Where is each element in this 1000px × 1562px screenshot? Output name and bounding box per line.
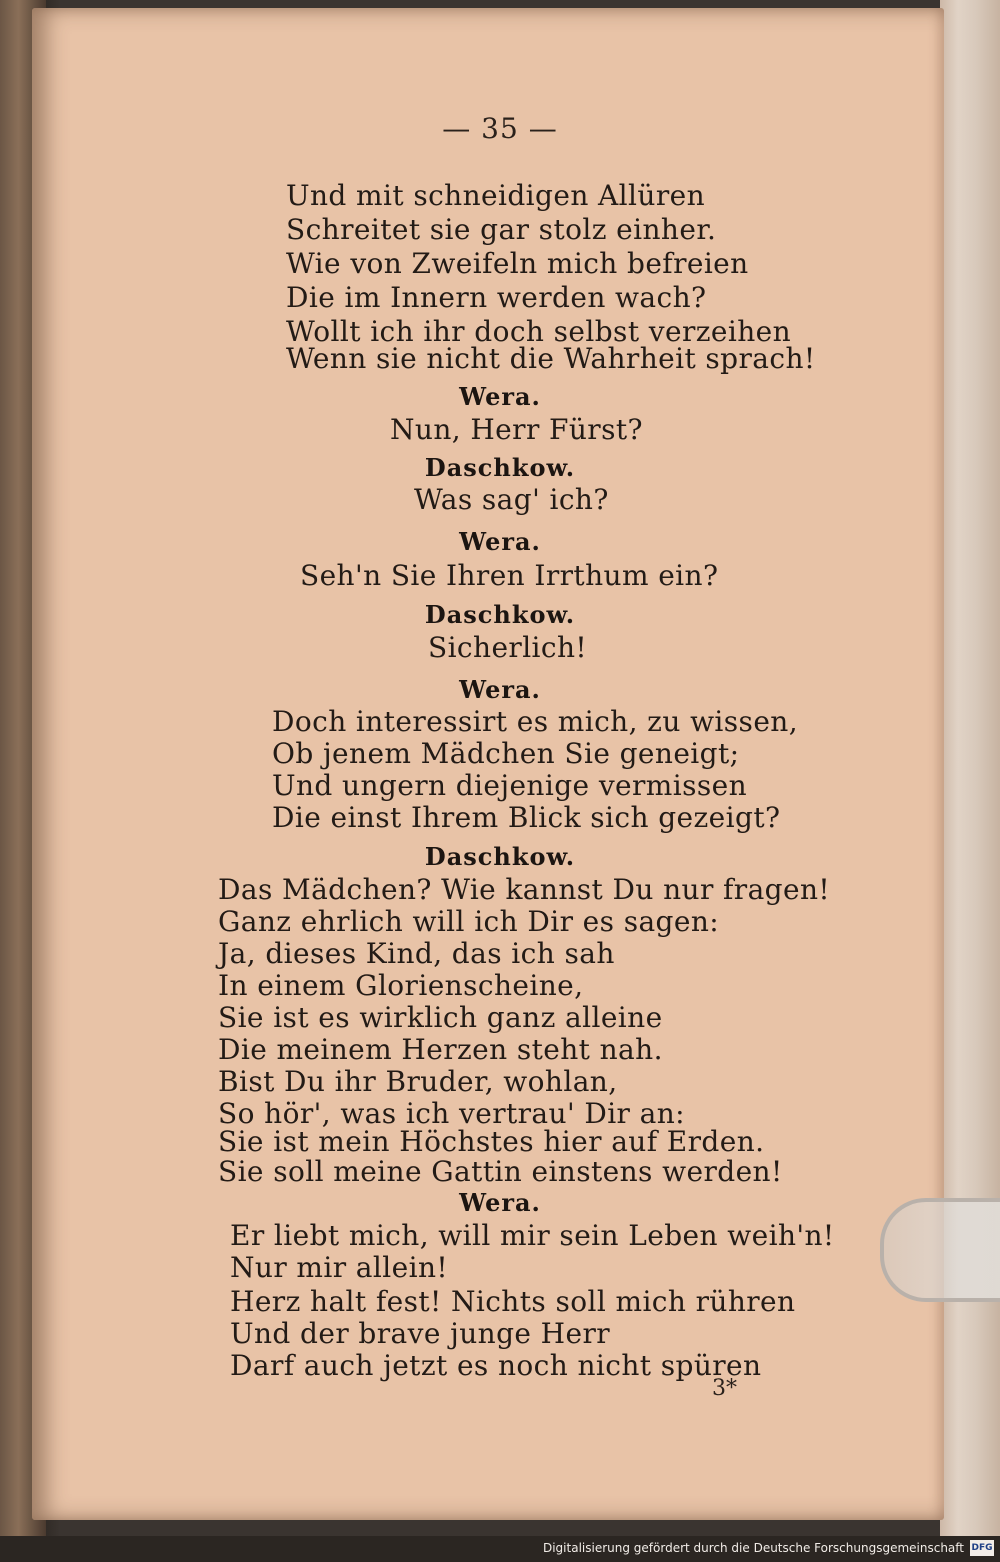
page-number: — 35 — <box>442 112 558 145</box>
verse-line: Er liebt mich, will mir sein Leben weih'n! <box>230 1219 835 1252</box>
verse-line: Die einst Ihrem Blick sich gezeigt? <box>272 801 781 834</box>
verse-line: Und der brave junge Herr <box>230 1317 611 1350</box>
verse-line: Schreitet sie gar stolz einher. <box>286 213 717 246</box>
verse-line: Die meinem Herzen steht nah. <box>218 1033 663 1066</box>
verse-line: Nur mir allein! <box>230 1251 449 1284</box>
verse-line: So hör', was ich vertrau' Dir an: <box>218 1097 685 1130</box>
verse-line: Die im Innern werden wach? <box>286 281 707 314</box>
verse-line: Bist Du ihr Bruder, wohlan, <box>218 1065 618 1098</box>
speaker-name: Daschkow. <box>424 600 576 629</box>
digitization-credit: Digitalisierung gefördert durch die Deutsche Forschungsgemeinschaft <box>542 1541 964 1555</box>
verse-line: Sicherlich! <box>428 631 588 664</box>
dfg-logo: DFG <box>970 1540 994 1556</box>
verse-line: Sie ist es wirklich ganz alleine <box>218 1001 663 1034</box>
verse-line: Seh'n Sie Ihren Irrthum ein? <box>300 559 719 592</box>
speaker-name: Wera. <box>459 1188 541 1217</box>
verse-line: Und mit schneidigen Allüren <box>286 179 706 212</box>
signature-mark: 3* <box>712 1376 737 1401</box>
verse-line: Das Mädchen? Wie kannst Du nur fragen! <box>218 873 831 906</box>
verse-line: Nun, Herr Fürst? <box>390 413 643 446</box>
speaker-name: Daschkow. <box>424 842 576 871</box>
verse-line: Ganz ehrlich will ich Dir es sagen: <box>218 905 720 938</box>
scan-right-margin <box>940 0 1000 1562</box>
page-clip <box>880 1198 1000 1302</box>
verse-line: Was sag' ich? <box>414 483 609 516</box>
speaker-name: Wera. <box>459 675 541 704</box>
verse-line: Ob jenem Mädchen Sie geneigt; <box>272 737 740 770</box>
verse-line: In einem Glorienscheine, <box>218 969 584 1002</box>
speaker-name: Wera. <box>459 527 541 556</box>
speaker-name: Wera. <box>459 382 541 411</box>
verse-line: Sie ist mein Höchstes hier auf Erden. <box>218 1125 765 1158</box>
speaker-name: Daschkow. <box>424 453 576 482</box>
verse-line: Sie soll meine Gattin einstens werden! <box>218 1155 783 1188</box>
verse-line: Doch interessirt es mich, zu wissen, <box>272 705 799 738</box>
verse-line: Und ungern diejenige vermissen <box>272 769 748 802</box>
verse-line: Wenn sie nicht die Wahrheit sprach! <box>286 342 816 375</box>
verse-line: Darf auch jetzt es noch nicht spüren <box>230 1349 762 1382</box>
verse-line: Ja, dieses Kind, das ich sah <box>218 937 615 970</box>
verse-line: Herz halt fest! Nichts soll mich rühren <box>230 1285 796 1318</box>
verse-line: Wollt ich ihr doch selbst verzeihen <box>286 315 792 348</box>
verse-line: Wie von Zweifeln mich befreien <box>286 247 749 280</box>
